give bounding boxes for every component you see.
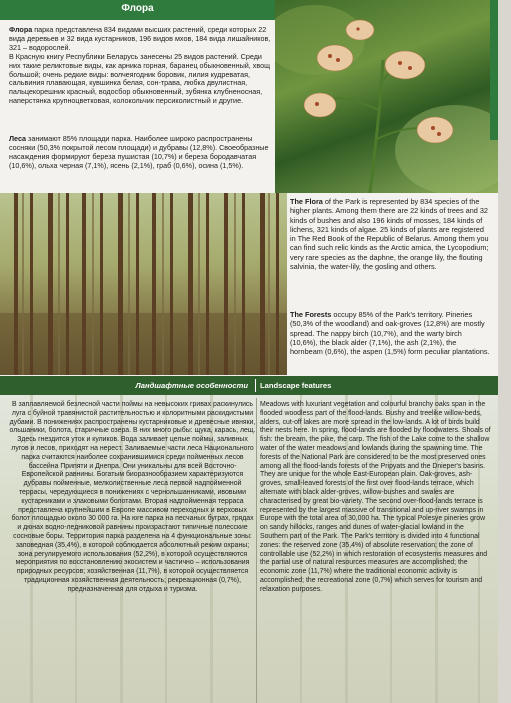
edge-color-tab — [490, 0, 498, 140]
flora-en-text: of the Park is represented by 834 species of the higher plants. Among them there are 22 kinds of trees and 32 kinds of bushes and also 196 kinds of mosses, 184 kinds of lichens, 321 kinds of algae. 25 kinds of plants are registered in The Red Book of the Republic of Belarus. Among them you can find such relic kinds as the Arctic arnica, the Lycopodium; very rare species as the daphne, the orange lily, the flouting salvinia, the water-lily, the gosling and others. — [290, 197, 489, 272]
forests-ru-block — [9, 135, 271, 171]
forests-ru-text: занимают 85% площади парка. Наиболее широко распространены сосняки (50,3% покрытой лесом площади) и дубравы (12,8%). Своеобразные насаждения формируют береза пушистая (10,7%) и береза бородавчатая (10,6%), ольха черная (7,1%), ясень (2,1%), граб (0,6%), осина (1,5%). — [9, 134, 269, 170]
landscape-title-ru: Ландшафтные особенности — [135, 381, 248, 390]
forests-ru-lead: Леса — [9, 134, 27, 143]
pine-forest-photo — [0, 193, 287, 375]
landscape-title-en: Landscape features — [260, 381, 332, 390]
landscape-header-band — [0, 376, 498, 395]
flora-en-paragraph — [290, 197, 490, 271]
red-book-ru-paragraph: В Красную книгу Республики Беларусь занесены 25 видов растений. Среди них такие реликтовые виды, как арника горная, баранец обыкновенный, хвощ большой; очень редкие виды: волчеягодник боровик, лилия кудреватая, сальвиния плавающая, кувшинка белая, сон-трава, любка двулистная, пальцекорешник красный, водосбор обыкновенный, зубянка клубненосная, наперстянка крупноцветковая, колокольчик персиколистный и другие. — [9, 51, 271, 106]
section-header-band — [0, 0, 275, 20]
forests-en-block — [290, 310, 490, 356]
flora-ru-intro — [9, 26, 271, 106]
flora-en-lead: The Flora — [290, 197, 323, 206]
flora-ru-paragraph — [9, 26, 271, 53]
band-divider — [255, 379, 256, 392]
flora-ru-lead: Флора — [9, 25, 33, 34]
pine-forest-illustration — [0, 193, 287, 375]
lily-photo — [275, 0, 498, 193]
landscape-ru-text: В заплавляемой безлесной части поймы на невысоких гривах раскинулись луга с буйной травянистой растительностью и колоритными раскидистыми дубами. В понижениях распространены кустарниковые и древесные ивняки, ольшаники, болота, старичные озера. В них много рыбы: щука, карась, лещ. Здесь гнездится уток и куликов. Вода заливает целые поймы, заливных лугов и лесов, приходят на нерест. Заливаемые части леса Национального парка считаются наиболее сохранившимися среди пойменных лесов бассейна Припяти и Днепра. Они уникальны для всей Восточно-Европейской равнины. Богатым биоразнообразием характеризуются дубравы пойменные, мелколиственные леса первой надпойменной террасы, чередующиеся в понижениях с чернольшанниками, ивовыми кустарниками и злаковыми болотами. Вторая надпойменная терраса представлена крупнейшим в Европе массивом переходных и верховых болот площадью около 30 000 га. На юге парка на песчаных буграх, грядах и дюнах водно-ледниковой равнины произрастают типичные полесские сосновые боры. Территория парка разделена на 4 функциональные зоны: заповедная (35,4%), в которой соблюдается абсолютный режим охраны; зона регулируемого использования (52,2%), в которой осуществляются мероприятия по восстановлению экосистем и частично – использования природных ресурсов; хозяйственная (11,7%), в которой осуществляется традиционная хозяйственная деятельность; рекреационная (0,7%), предназначенная для отдыха и туризма. — [9, 401, 256, 593]
column-divider — [256, 398, 257, 703]
landscape-en-text: Meadows with luxuriant vegetation and colourful branchy oaks span in the flooded woodless part of the flood-lands. Bushy and treelike willow-beds, alders, cut-off lakes are more spread in the low-lands. A lot of birds build their nests here. In spring, flood-lands are flooded by floodwaters. Shoals of fish: the bream, the pike, the carp. The fish of the Lake come to the shallow water of the water meadows and lowlands during the spawning time. The forests of the National Park are considered to be the most preserved ones among all the flood-lands forests of the Pripyats and the Dnieper's basins. They are unique for the whole East-European plain. Oak-groves, ash-groves, small-leaved forests of the first over flood-lands terrace, which alternate with black alder-groves, willow-bushes and swales are characterised by great bio-variety. The second over-flood-lands terrace is represented by the largest massive of transitional and up-river swamps in Europe with the total area of 30,000 ha. The typical Polesye pineries grow on sandy hillocks, ranges and dunes of water-glacial lowland in the Southern part of the Park. The Park's territory is divided into 4 functional zones: the reserved zone (35,4%) of absolute reservation; the zone of controllable use (52,2%) in which restoration of ecosystems measures and the partial use of natural resources measures are accomplished; the economic zone (11,7%) where the traditional economic activity is accomplished; the recreational zone (0,7%) which serves for tourism and relaxation purposes. — [260, 401, 491, 593]
forests-ru-paragraph — [9, 135, 271, 171]
flora-ru-text: парка представлена 834 видами высших растений, среди которых 22 вида деревьев и 32 вида кустарников, 196 видов мхов, 184 вида лишайников, 321 – водорослей. — [9, 25, 271, 52]
flora-en-block — [290, 197, 490, 271]
forests-en-text: occupy 85% of the Park's territory. Pineries (50,3% of the woodland) and oak-groves (12,8%) are mostly spread. The nappy birch (10,7%), and the warty birch (10,6%), the black alder (7,1%), the ash (2,1%), the hornbeam (0,6%), the aspen (1,5%) form peculiar plantations. — [290, 310, 490, 357]
lily-illustration — [275, 0, 498, 193]
page-edge — [498, 0, 511, 703]
section-title: Флора — [121, 3, 154, 14]
forests-en-lead: The Forests — [290, 310, 332, 319]
forests-en-paragraph — [290, 310, 490, 356]
